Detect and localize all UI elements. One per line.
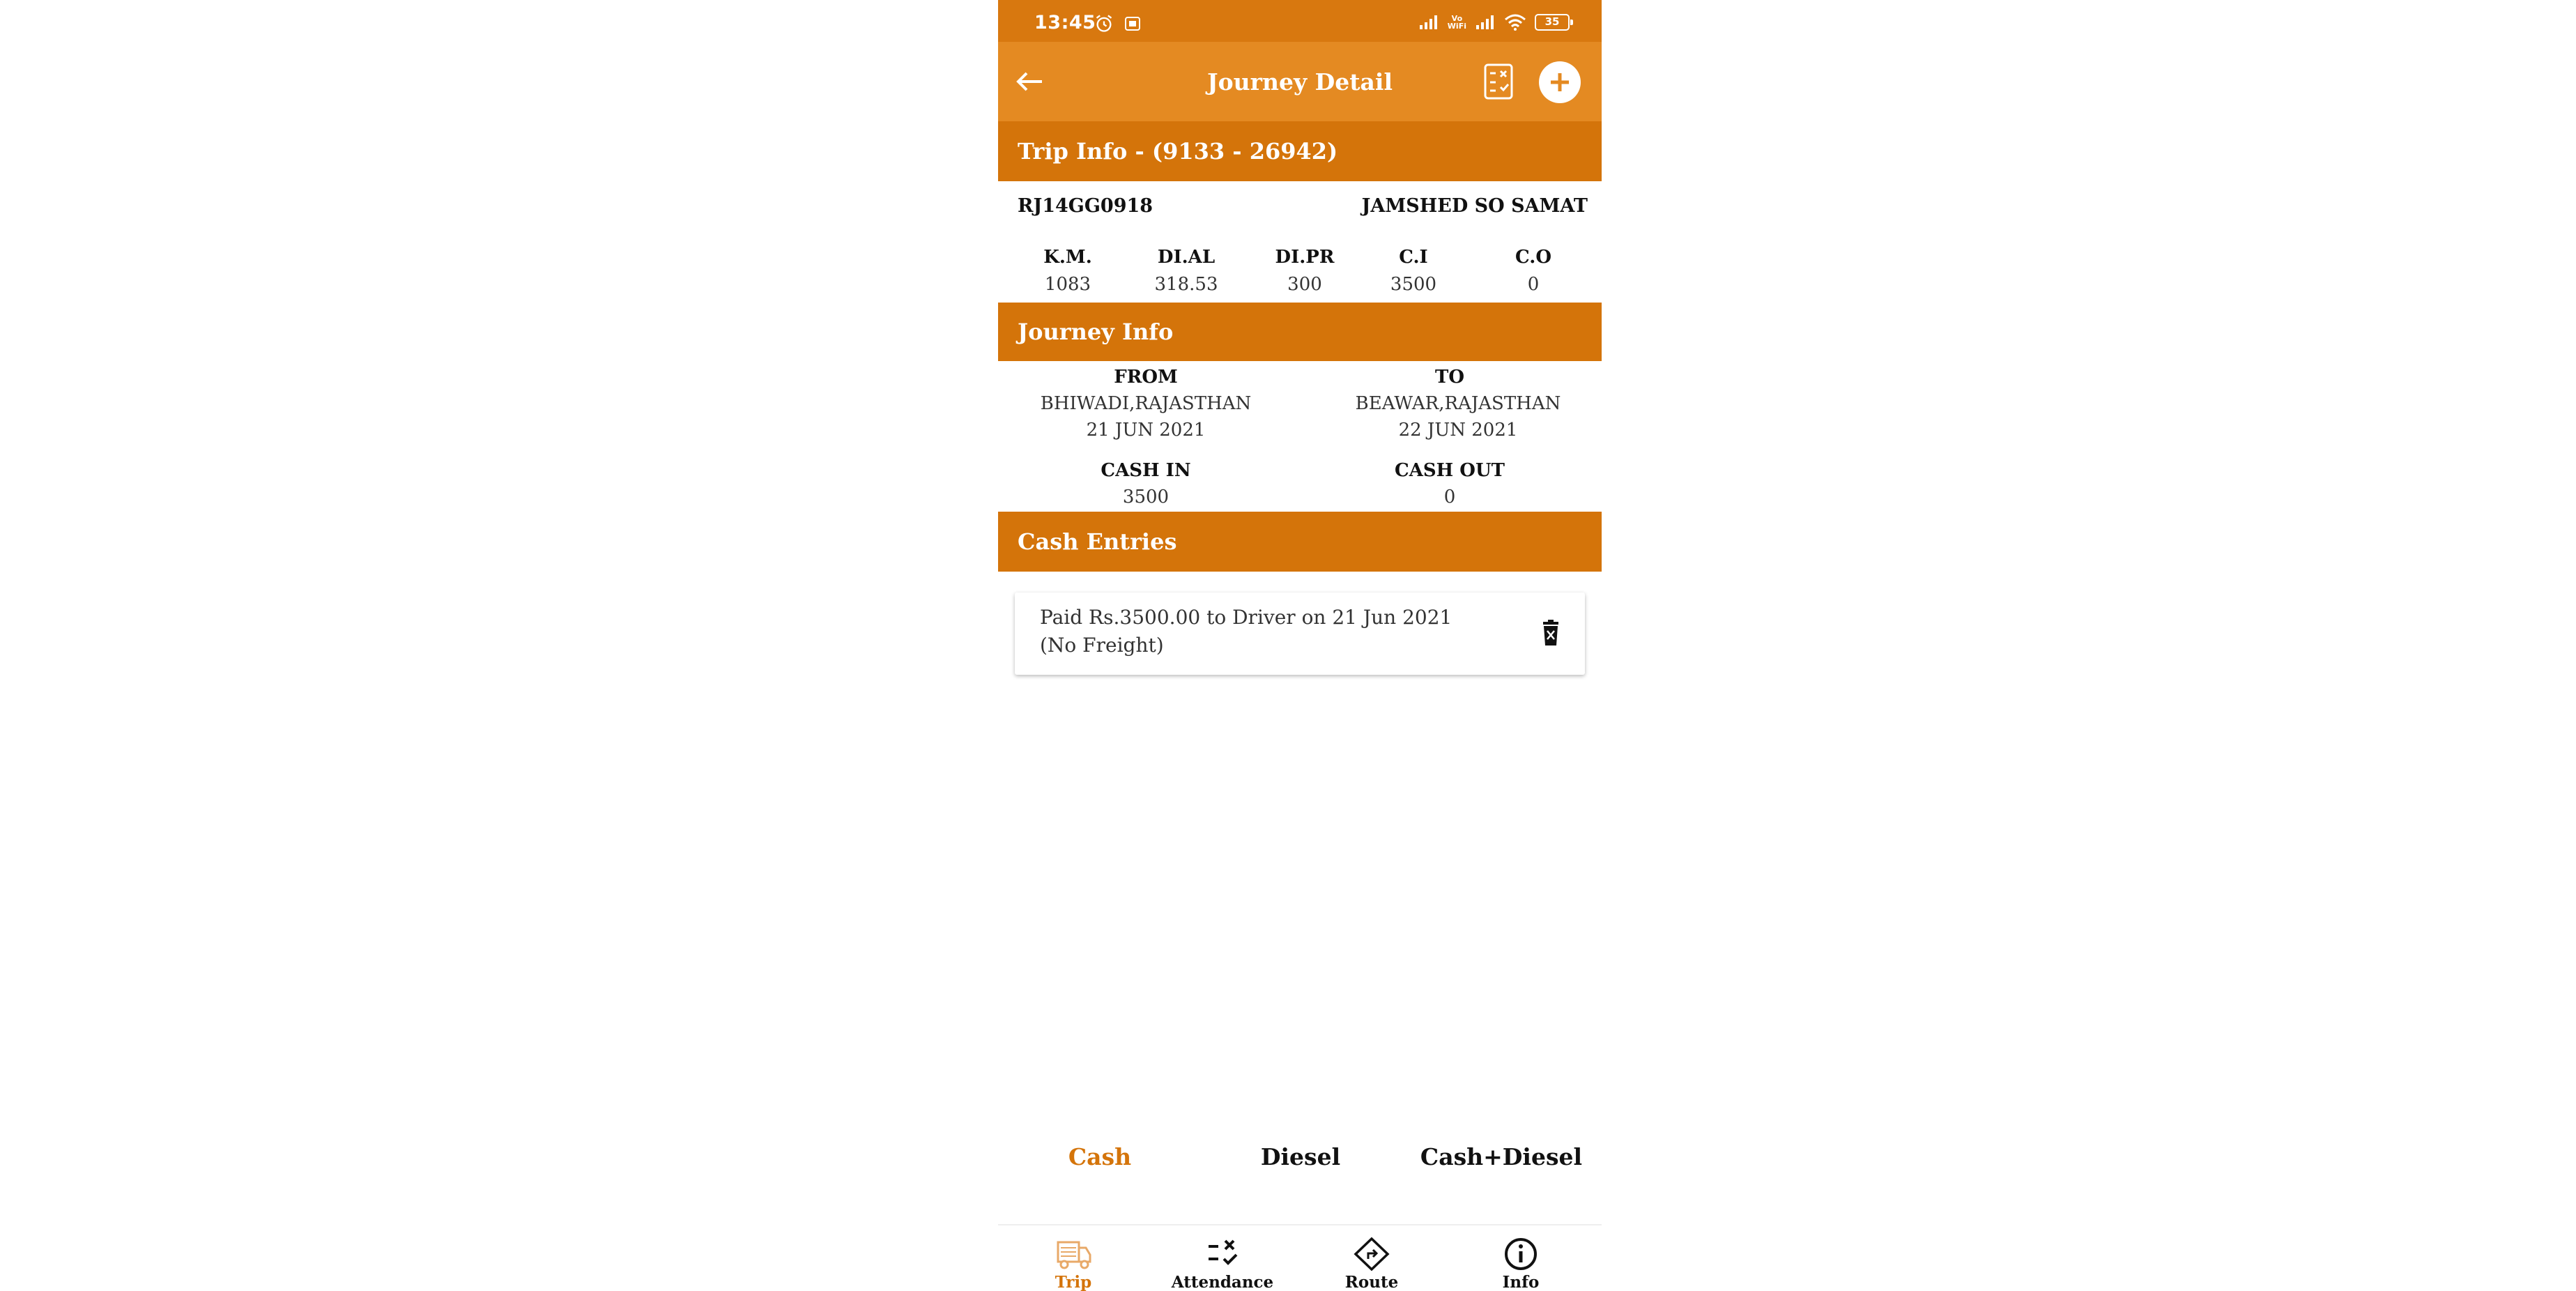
from-date: 21 JUN 2021 [1086, 420, 1206, 441]
driver-name: JAMSHED SO SAMAT [1361, 195, 1588, 217]
tab-diesel[interactable]: Diesel [1260, 1143, 1341, 1170]
app-bar [998, 42, 1602, 121]
delete-icon[interactable] [1540, 619, 1561, 647]
cash-out-value: 0 [1443, 487, 1456, 507]
signal-icon-2 [1475, 15, 1496, 30]
cash-entry-text: Paid Rs.3500.00 to Driver on 21 Jun 2021 (No Freight) [1040, 606, 1452, 657]
cash-out-label: CASH OUT [1395, 460, 1505, 481]
journey-info-header: Journey Info [998, 303, 1602, 361]
nav-route-label: Route [1344, 1273, 1399, 1291]
battery-icon [1535, 14, 1570, 31]
stat-label-dipr: DI.PR [1275, 247, 1335, 268]
checklist-button[interactable] [1479, 61, 1518, 102]
truck-icon [1054, 1237, 1093, 1271]
vowifi-top-text: Vo [1451, 14, 1463, 23]
cash-in-value: 3500 [1122, 487, 1170, 507]
route-sign-icon [1352, 1237, 1391, 1271]
wifi-icon [1504, 14, 1526, 31]
cash-entries-header: Cash Entries [998, 512, 1602, 572]
from-label: FROM [1114, 367, 1178, 388]
alarm-icon [1094, 14, 1114, 33]
nav-trip-label: Trip [1055, 1273, 1092, 1291]
checklist-icon [1483, 63, 1514, 100]
nav-route[interactable] [1316, 1237, 1427, 1291]
stat-label-ci: C.I [1399, 247, 1428, 268]
battery-level: 35 [1544, 15, 1560, 28]
nav-attendance-label: Attendance [1171, 1273, 1274, 1291]
info-icon [1501, 1237, 1540, 1271]
stat-value-dial: 318.53 [1154, 274, 1218, 295]
page-title: Journey Detail [1207, 68, 1393, 96]
add-button[interactable] [1539, 61, 1581, 103]
to-label: TO [1435, 367, 1464, 388]
tab-cash-diesel[interactable]: Cash+Diesel [1420, 1143, 1583, 1170]
stat-label-dial: DI.AL [1157, 247, 1216, 268]
cash-in-label: CASH IN [1101, 460, 1191, 481]
plus-icon [1548, 70, 1572, 94]
vowifi-bottom-text: WiFi [1447, 22, 1466, 31]
phone-screen [998, 0, 1602, 1291]
stat-value-co: 0 [1527, 274, 1540, 295]
to-place: BEAWAR,RAJASTHAN [1355, 393, 1561, 414]
stat-value-ci: 3500 [1390, 274, 1437, 295]
status-bar [998, 0, 1602, 42]
bottom-divider [998, 1224, 1602, 1225]
to-date: 22 JUN 2021 [1398, 420, 1518, 441]
cash-entry-card[interactable] [1015, 593, 1585, 675]
nav-attendance[interactable] [1167, 1237, 1278, 1291]
nav-info-label: Info [1502, 1273, 1540, 1291]
stat-label-km: K.M. [1043, 247, 1092, 268]
from-place: BHIWADI,RAJASTHAN [1040, 393, 1252, 414]
tab-cash[interactable]: Cash [1068, 1143, 1132, 1170]
notification-icon [1124, 15, 1142, 32]
trip-info-header: Trip Info - (9133 - 26942) [998, 121, 1602, 181]
attendance-icon [1203, 1237, 1242, 1271]
status-icons [1418, 13, 1570, 32]
stat-label-co: C.O [1515, 247, 1551, 268]
nav-trip[interactable] [1018, 1237, 1129, 1291]
vehicle-number: RJ14GG0918 [1018, 195, 1153, 217]
signal-icon [1418, 15, 1439, 30]
status-time: 13:45 [1034, 12, 1096, 33]
vowifi-indicator [1448, 15, 1466, 30]
stat-value-km: 1083 [1044, 274, 1091, 295]
stat-value-dipr: 300 [1287, 274, 1322, 295]
nav-info[interactable] [1465, 1237, 1577, 1291]
